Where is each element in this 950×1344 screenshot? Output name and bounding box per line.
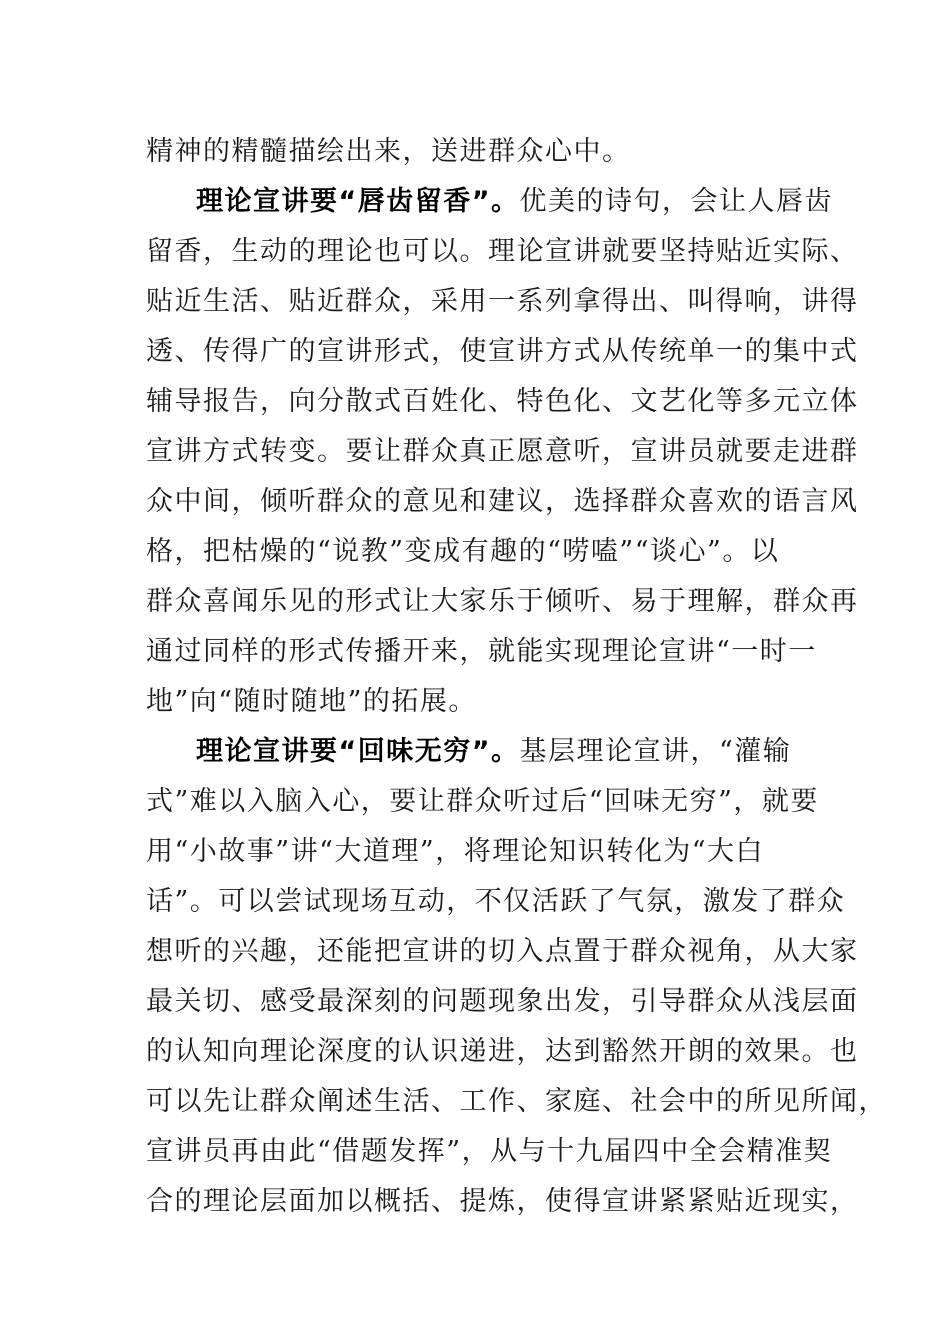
paragraph-line: 最关切、感受最深刻的问题现象出发，引导群众从浅层面 <box>146 986 859 1017</box>
paragraph-line: 宣讲员再由此“借题发挥”，从与十九届四中全会精准契 <box>146 1136 833 1167</box>
paragraph-heading-line <box>196 734 791 770</box>
paragraph-line: 的认知向理论深度的认识递进，达到豁然开朗的效果。也 <box>146 1036 859 1067</box>
paragraph-line: 式”难以入脑入心，要让群众听过后“回味无穷”，就要 <box>146 786 819 817</box>
paragraph-line: 透、传得广的宣讲形式，使宣讲方式从传统单一的集中式 <box>146 336 859 367</box>
paragraph-text: 基层理论宣讲，“灌输 <box>519 736 792 767</box>
paragraph-line: 精神的精髓描绘出来，送进群众心中。 <box>146 136 631 167</box>
paragraph-heading-line <box>196 184 833 220</box>
paragraph-line: 合的理论层面加以概括、提炼，使得宣讲紧紧贴近现实， <box>146 1186 859 1217</box>
paragraph-line: 地”向“随时随地”的拓展。 <box>146 686 477 717</box>
paragraph-line: 贴近生活、贴近群众，采用一系列拿得出、叫得响，讲得 <box>146 286 859 317</box>
paragraph-line: 宣讲方式转变。要让群众真正愿意听，宣讲员就要走进群 <box>146 436 859 467</box>
paragraph-line: 留香，生动的理论也可以。理论宣讲就要坚持贴近实际、 <box>146 236 859 267</box>
paragraph-line: 话”。可以尝试现场互动，不仅活跃了气氛，激发了群众 <box>146 886 846 917</box>
paragraph-line: 可以先让群众阐述生活、工作、家庭、社会中的所见所闻， <box>146 1086 887 1117</box>
paragraph-text: 优美的诗句，会让人唇齿 <box>519 186 833 217</box>
paragraph-line: 格，把枯燥的“说教”变成有趣的“唠嗑”“谈心”。以 <box>146 536 780 567</box>
paragraph-line: 辅导报告，向分散式百姓化、特色化、文艺化等多元立体 <box>146 386 859 417</box>
paragraph-line: 通过同样的形式传播开来，就能实现理论宣讲“一时一 <box>146 636 817 667</box>
paragraph-line: 用“小故事”讲“大道理”，将理论知识转化为“大白 <box>146 836 765 867</box>
section-heading: 理论宣讲要“唇齿留香”。 <box>196 186 520 217</box>
section-heading: 理论宣讲要“回味无穷”。 <box>196 736 520 767</box>
paragraph-line: 群众喜闻乐见的形式让大家乐于倾听、易于理解，群众再 <box>146 586 859 617</box>
paragraph-line: 众中间，倾听群众的意见和建议，选择群众喜欢的语言风 <box>146 486 859 517</box>
paragraph-line: 想听的兴趣，还能把宣讲的切入点置于群众视角，从大家 <box>146 936 859 967</box>
